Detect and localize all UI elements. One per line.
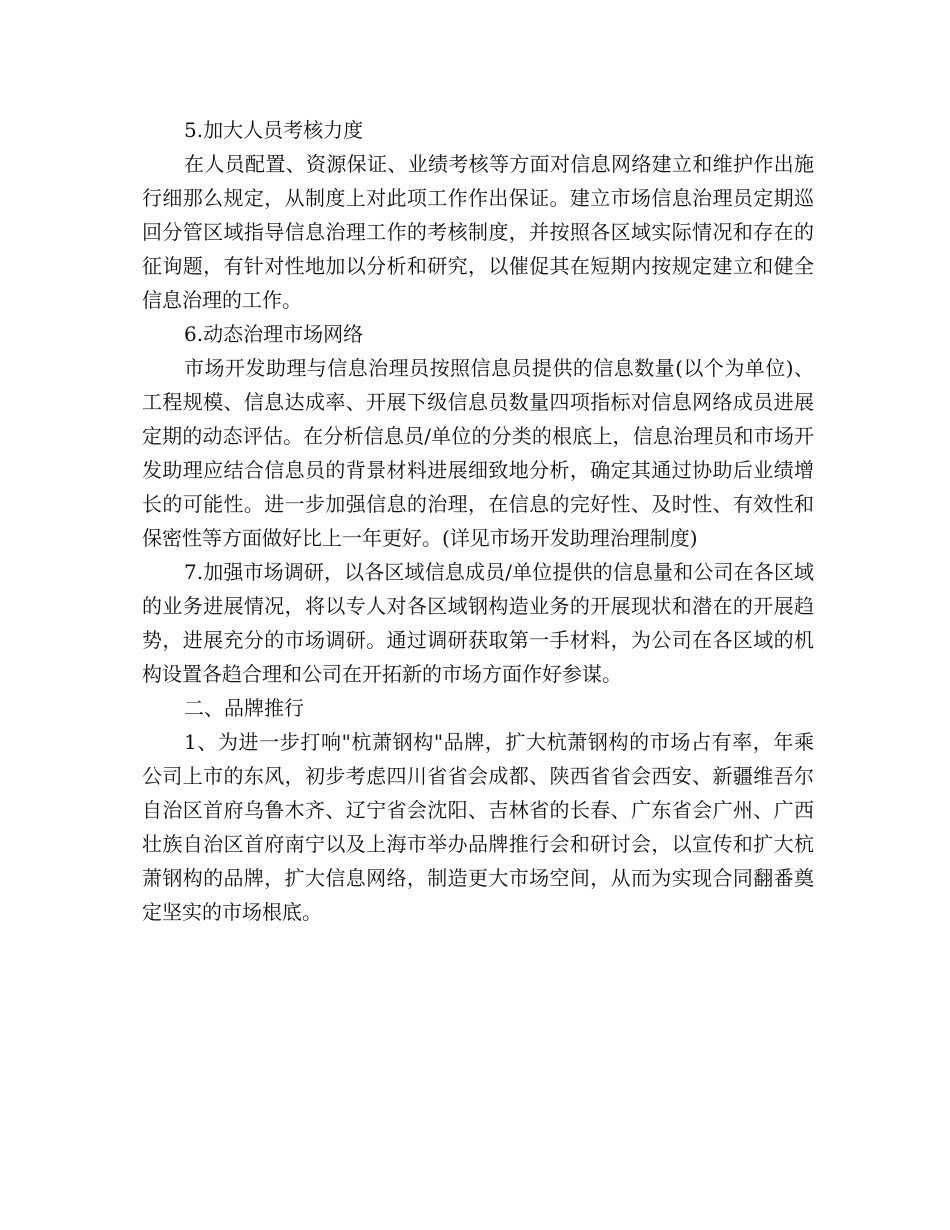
document-body xyxy=(142,113,814,929)
section-heading-5: 5.加大人员考核力度 xyxy=(184,118,364,142)
paragraph-brand-promotion: 1、为进一步打响"杭萧钢构"品牌，扩大杭萧钢构的市场占有率，年乘公司上市的东风，初步考虑四川省省会成都、陕西省省会西安、新疆维吾尔自治区首府乌鲁木齐、辽宁省会沈阳、吉林省的长春、广东省会广州、广西壮族自治区首府南宁以及上海市举办品牌推行会和研讨会，以宣传和扩大杭萧钢构的品牌，扩大信息网络，制造更大市场空间，从而为实现合同翻番奠定坚实的市场根底。 xyxy=(142,730,814,924)
section-heading-6: 6.动态治理市场网络 xyxy=(184,322,364,346)
paragraph-market-research: 7.加强市场调研，以各区域信息成员/单位提供的信息量和公司在各区域的业务进展情况，将以专人对各区域钢构造业务的开展现状和潜在的开展趋势，进展充分的市场调研。通过调研获取第一手材料，为公司在各区域的机构设置各趋合理和公司在开拓新的市场方面作好参谋。 xyxy=(142,560,814,686)
section-heading-brand: 二、品牌推行 xyxy=(184,696,304,720)
paragraph-assessment: 在人员配置、资源保证、业绩考核等方面对信息网络建立和维护作出施行细那么规定，从制度上对此项工作作出保证。建立市场信息治理员定期巡回分管区域指导信息治理工作的考核制度，并按照各区域实际情况和存在的征询题，有针对性地加以分析和研究，以催促其在短期内按规定建立和健全信息治理的工作。 xyxy=(142,152,814,312)
paragraph-dynamic-management: 市场开发助理与信息治理员按照信息员提供的信息数量(以个为单位)、工程规模、信息达成率、开展下级信息员数量四项指标对信息网络成员进展定期的动态评估。在分析信息员/单位的分类的根底上，信息治理员和市场开发助理应结合信息员的背景材料进展细致地分析，确定其通过协助后业绩增长的可能性。进一步加强信息的治理，在信息的完好性、及时性、有效性和保密性等方面做好比上一年更好。(详见市场开发助理治理制度) xyxy=(142,356,814,550)
